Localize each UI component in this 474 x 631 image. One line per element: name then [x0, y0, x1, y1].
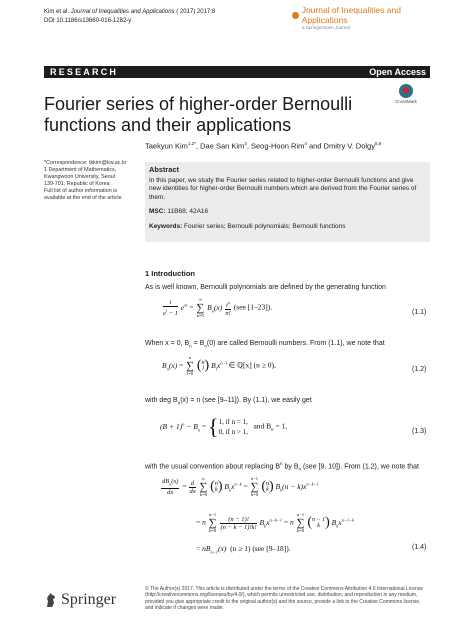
equation-1-2: $B_n(x)$ = n ∑ l=0 ( n l ) $B_lx^{n-l}$ ∈ ℚ[x] (n ≥ 0),: [162, 355, 276, 376]
springer-horse-icon: [44, 592, 58, 608]
equation-number-1-2: (1.2): [412, 366, 427, 373]
journal-subtitle: a SpringerOpen Journal: [302, 25, 350, 30]
doi-line[interactable]: DOI 10.1186/s13660-016-1282-y: [44, 18, 132, 24]
running-header: [44, 8, 215, 26]
abstract-text: In this paper, we study the Fourier series related to higher-order Bernoulli functions and give new identities for higher-order Bernoulli numbers which are derived from the Fourier series of them.: [149, 176, 417, 201]
section-heading-introduction: 1 Introduction: [145, 269, 195, 278]
equation-1-3: $(B + 1)^n - B_n$ = { 1, if n = 1, 0, if n > 1, and $B_0 = 1$,: [160, 414, 288, 439]
equation-1-1: $\frac{t}{e^t - 1}$ $e^{xt}$ = ∞ ∑ n=0 $B_n(x)$ $\frac{t^n}{n!}$ (see [1–23]).: [163, 297, 273, 318]
equation-1-4-line-2: = n n−1 ∑ k=0 $\frac{(n - 1)!}{(n - k - 1)!k!}$ $B_kx^{n-k-1} = n$ n−1 ∑ k=0 ( n − 1 k ) $B_kx^{n-1-k}$: [196, 512, 355, 533]
article-type-banner: [44, 66, 430, 78]
journal-logo[interactable]: [292, 5, 442, 30]
abstract-box: [145, 162, 430, 242]
intro-paragraph-2: When x = 0, $B_n = B_n(0)$ are called Bernoulli numbers. From (1.1), we note that: [145, 340, 385, 349]
equation-1-4-line-1: $\frac{dB_n(x)}{dx}$ = $\frac{d}{dx}$ n ∑ k=0 ( n k ) $B_kx^{n-k}$ = n−1 ∑ k=0 ( n k ) $B_k(n - k)x^{n-k-1}$: [162, 476, 319, 497]
msc-line: MSC: 11B68; 42A16: [149, 208, 209, 216]
equation-number-1-3: (1.3): [412, 428, 427, 435]
open-access-label: Open Access: [369, 67, 426, 77]
intro-paragraph-3: with deg $B_n(x) = n$ (see [9–11]). By (1.1), we easily get: [145, 397, 312, 406]
journal-name: Journal of Inequalities and Applications: [301, 5, 401, 25]
license-text: © The Author(s) 2017. This article is distributed under the terms of the Creative Commons Attribution 4.0 International License (http://creativecommons.org/licenses/by/4.0/), which permits unrestricted use, distribution, and reproduction in any medium, provided you give appropriate credit to the original author(s) and the source, provide a link to the Creative Commons license, and indicate if changes were made.: [145, 586, 424, 612]
author-list: Taekyun Kim$^{1,2*}$, Dae San Kim$^3$, Seog-Hoon Rim$^4$ and Dmitry V. Dolgy$^{5,6}$: [145, 141, 382, 151]
crossmark-icon: [399, 84, 413, 98]
abstract-heading: Abstract: [149, 165, 179, 174]
research-label: RESEARCH: [50, 67, 119, 77]
equation-number-1-4: (1.4): [412, 544, 427, 551]
crossmark-badge[interactable]: CrossMark: [386, 84, 426, 104]
citation-line: Kim et al. Journal of Inequalities and Applications ( 2017) 2017:8: [44, 9, 216, 15]
equation-number-1-1: (1.1): [412, 309, 427, 316]
springer-logo: Springer: [44, 591, 116, 609]
intro-paragraph-1: As is well known, Bernoulli polynomials are defined by the generating function: [145, 284, 386, 291]
correspondence-note: *Correspondence: tkkim@kw.ac.kr 1 Department of Mathematics, Kwangwoon University, Seoul 139-701, Republic of Korea Full list of author information is available at the end of the article: [44, 160, 134, 202]
springeropen-dot-icon: [292, 12, 299, 19]
keywords-line: Keywords: Fourier series; Bernoulli polynomials; Bernoulli functions: [149, 222, 346, 230]
correspondence-email[interactable]: *Correspondence: tkkim@kw.ac.kr: [44, 160, 127, 166]
intro-paragraph-4: with the usual convention about replacing $B^n$ by $B_n$ (see [9, 10]). From (1.2), we note that: [145, 461, 419, 472]
equation-1-4-line-3: = $nB_{n-1}(x) (n \ge 1)$ (see [9–18]).: [196, 544, 291, 555]
article-title: Fourier series of higher-order Bernoulli functions and their applications: [44, 94, 353, 135]
